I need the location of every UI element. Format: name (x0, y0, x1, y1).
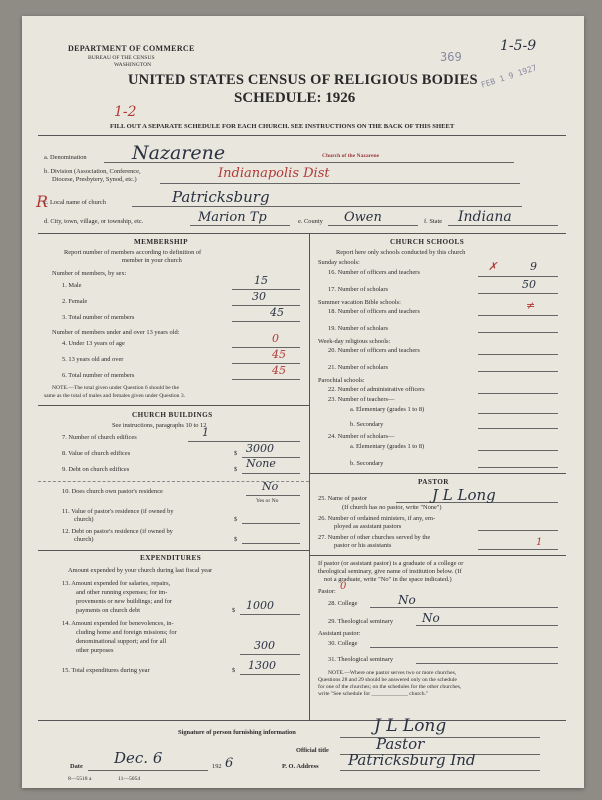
q16-line (478, 276, 558, 277)
membership-rule (38, 405, 309, 406)
q24a-label: a. Elementary (grades 1 to 8) (350, 443, 425, 450)
q4-label: 4. Under 13 years of age (62, 340, 125, 347)
q8-dollar: $ (234, 450, 238, 457)
county-label: e. County (298, 218, 323, 225)
schools-rule (309, 473, 566, 474)
q5-label: 5. 13 years old and over (62, 356, 124, 363)
fields-rule (38, 233, 566, 234)
department-line: DEPARTMENT OF COMMERCE (68, 44, 195, 53)
q13-label-1: 13. Amount expended for salaries, repairs, (62, 580, 171, 587)
city-line (190, 225, 290, 226)
q17-line (478, 293, 558, 294)
church-name-label: c. Local name of church (44, 199, 106, 206)
signature-value: J L Long (374, 716, 447, 736)
q21-line (478, 371, 558, 372)
schools-heading: CHURCH SCHOOLS (390, 238, 465, 246)
received-date-stamp: FEB 1 9 1927 (480, 63, 538, 90)
expenditures-heading: EXPENDITURES (140, 554, 202, 562)
column-divider (309, 233, 310, 720)
state-line (448, 225, 558, 226)
q14-label-2: cluding home and foreign missions; for (76, 629, 177, 636)
q11-dollar: $ (234, 516, 238, 523)
year-prefix: 192 (212, 763, 222, 770)
schools-sub: Report here only schools conducted by this church (336, 249, 466, 256)
q2-label: 2. Female (62, 298, 88, 305)
q19-line (478, 332, 558, 333)
q1-line (232, 289, 300, 290)
q20-line (478, 354, 558, 355)
q6-label: 6. Total number of members (62, 372, 135, 379)
q10-label: 10. Does church own pastor's residence (62, 488, 163, 495)
q23b-line (478, 428, 558, 429)
state-value: Indiana (458, 209, 512, 225)
q22-label: 22. Number of administrative officers (328, 386, 425, 393)
q5-line (232, 363, 300, 364)
q18-line (478, 315, 558, 316)
official-title-label: Official title (296, 747, 329, 754)
church-name-value: Patricksburg (172, 188, 270, 206)
graduate-note-1: If pastor (or assistant pastor) is a graduate of a college or (318, 560, 464, 567)
q14-line (240, 654, 300, 655)
q29-value: No (422, 611, 440, 625)
q16-label: 16. Number of officers and teachers (328, 269, 420, 276)
q27-line (478, 549, 558, 550)
q3-label: 3. Total number of members (62, 314, 135, 321)
parochial-schools: Parochial schools: (318, 377, 365, 384)
q12-label-2: church) (74, 536, 94, 543)
q25-value: J L Long (432, 486, 496, 504)
q14-label-1: 14. Amount expended for benevolences, in- (62, 620, 174, 627)
q7-line (188, 441, 300, 442)
po-address-value: Patricksburg Ind (348, 751, 476, 769)
signature-label: Signature of person furnishing information (178, 729, 296, 736)
q14-value: 300 (254, 639, 275, 652)
denomination-printed-stamp: Church of the Nazarene (322, 153, 380, 159)
membership-note-1: NOTE.—The total given under Question 6 should be the (52, 385, 179, 391)
q25-note: (If church has no pastor, write "None") (342, 504, 442, 511)
form-title: UNITED STATES CENSUS OF RELIGIOUS BODIES (128, 72, 478, 88)
city-label: d. City, town, village, or township, etc. (44, 218, 144, 225)
city-value: Marion Tp (198, 210, 267, 225)
instruction-line: FILL OUT A SEPARATE SCHEDULE FOR EACH CHURCH. SEE INSTRUCTIONS ON THE BACK OF THIS SHEET (110, 123, 455, 130)
division-line (160, 183, 520, 184)
red-note: 1-2 (114, 104, 137, 120)
q14-label-3: denominational support; and for all (76, 638, 167, 645)
denomination-value: Nazarene (132, 142, 226, 164)
q7-value: 1 (202, 426, 209, 439)
county-value: Owen (344, 210, 382, 225)
age-heading: Number of members under and over 13 years old: (52, 329, 180, 336)
q27-label-1: 27. Number of other churches served by the (318, 534, 431, 541)
q12-label-1: 12. Debt on pastor's residence (if owned by (62, 528, 173, 535)
q19-label: 19. Number of scholars (328, 325, 388, 332)
denomination-label: a. Denomination (44, 154, 87, 161)
buildings-sub: See instructions, paragraphs 10 to 12 (112, 422, 207, 429)
q5-value: 45 (272, 348, 286, 361)
q4-line (232, 347, 300, 348)
q25-label: 25. Name of pastor (318, 495, 367, 502)
census-schedule-sheet (22, 16, 584, 788)
q9-line (242, 473, 300, 474)
signature-line (340, 737, 540, 738)
q24-label: 24. Number of scholars— (328, 433, 395, 440)
summer-schools: Summer vacation Bible schools: (318, 299, 401, 306)
corner-note: 1-5-9 (500, 38, 537, 54)
q7-label: 7. Number of church edifices (62, 434, 137, 441)
q16-value: 9 (530, 260, 537, 273)
q6-line (232, 379, 300, 380)
q31-line (416, 663, 558, 664)
print-number: 11—5054 (118, 776, 141, 782)
q20-label: 20. Number of officers and teachers (328, 347, 420, 354)
membership-note-2: same as the total of males and females given under Question 3. (44, 393, 186, 399)
pastor-sublabel: Pastor: (318, 588, 336, 595)
q9-value: None (246, 457, 276, 470)
q28-value: No (398, 593, 416, 607)
q13-line (240, 614, 300, 615)
q3-line (232, 321, 300, 322)
q15-line (240, 674, 300, 675)
q18-strike: ≠ (526, 299, 536, 312)
q26-label-2: ployed as assistant pastors (334, 523, 402, 530)
q1-value: 15 (254, 274, 268, 287)
membership-sub-2: member in your church (122, 257, 182, 264)
q13-label-4: payments on church debt (76, 607, 141, 614)
pastor-note-1: NOTE.—Where one pastor serves two or more churches, (328, 670, 457, 676)
buildings-rule (38, 550, 309, 551)
q10-value: No (262, 480, 279, 493)
date-line (88, 770, 208, 771)
header-rule (38, 135, 566, 136)
q21-label: 21. Number of scholars (328, 364, 388, 371)
members-by-sex: Number of members, by sex: (52, 270, 127, 277)
stamp-number: 369 (440, 50, 462, 64)
pastor-inner-rule (309, 555, 566, 556)
q13-value: 1000 (246, 599, 274, 612)
graduate-note-2: theological seminary, give name of institution below. (If (318, 568, 462, 575)
pastor-note-3: for one of the churches; on the schedules for the other churches, (318, 684, 462, 690)
q6-value: 45 (272, 364, 286, 377)
q17-value: 50 (522, 278, 536, 291)
q29-line (416, 625, 558, 626)
official-title-value: Pastor (376, 735, 425, 753)
q29-label: 29. Theological seminary (328, 618, 394, 625)
q4-value: 0 (272, 332, 279, 345)
q8-value: 3000 (246, 442, 274, 455)
q11-label-2: church) (74, 516, 94, 523)
division-label-2: Diocese, Presbytery, Synod, etc.) (52, 176, 137, 183)
state-label: f. State (424, 218, 443, 225)
membership-sub-1: Report number of members according to definition of (64, 249, 202, 256)
city-line: WASHINGTON (114, 62, 152, 68)
pastor-heading: PASTOR (418, 478, 449, 486)
q24b-label: b. Secondary (350, 460, 384, 467)
form-number: 8—5518 a (68, 776, 92, 782)
graduate-note-3: not a graduate, write "No" in the space indicated.) (324, 576, 452, 583)
q15-value: 1300 (248, 659, 276, 672)
q3-value: 45 (270, 306, 284, 319)
q14-label-4: other purposes (76, 647, 114, 654)
q18-label: 18. Number of officers and teachers (328, 308, 420, 315)
q17-label: 17. Number of scholars (328, 286, 388, 293)
q8-label: 8. Value of church edifices (62, 450, 131, 457)
q10-line (246, 495, 300, 496)
q15-dollar: $ (232, 667, 236, 674)
q2-line (232, 305, 300, 306)
red-mark: R (36, 192, 49, 211)
yes-no-hint: Yes or No (256, 498, 279, 504)
q1-label: 1. Male (62, 282, 82, 289)
q26-label-1: 26. Number of ordained ministers, if any, em- (318, 515, 436, 522)
schedule-title: SCHEDULE: 1926 (234, 90, 356, 106)
pastor-note-4: write "See schedule for _____________ church." (318, 691, 429, 697)
q13-label-2: and other running expenses; for im- (76, 589, 168, 596)
membership-heading: MEMBERSHIP (134, 238, 188, 246)
pastor-note-2: Questions 28 and 29 should be answered only on the schedule (318, 677, 457, 683)
pastor-mark: 0 (340, 581, 347, 592)
weekday-schools: Week-day religious schools: (318, 338, 391, 345)
date-value: Dec. 6 (114, 749, 163, 767)
po-address-line (340, 770, 540, 771)
assistant-sublabel: Assistant pastor: (318, 630, 361, 637)
county-line (328, 225, 418, 226)
buildings-heading: CHURCH BUILDINGS (132, 411, 213, 419)
division-value: Indianapolis Dist (218, 166, 330, 181)
q9-dollar: $ (234, 466, 238, 473)
q12-line (242, 543, 300, 544)
q24a-line (478, 450, 558, 451)
q30-label: 30. College (328, 640, 358, 647)
q12-dollar: $ (234, 536, 238, 543)
q22-line (478, 393, 558, 394)
footer-rule (38, 720, 566, 721)
po-address-label: P. O. Address (282, 763, 319, 770)
q23a-label: a. Elementary (grades 1 to 8) (350, 406, 425, 413)
q23-label: 23. Number of teachers— (328, 396, 395, 403)
q11-label-1: 11. Value of pastor's residence (if owned by (62, 508, 174, 515)
bureau-line: BUREAU OF THE CENSUS (88, 55, 155, 61)
q13-dollar: $ (232, 607, 236, 614)
q23a-line (478, 413, 558, 414)
q28-label: 28. College (328, 600, 358, 607)
q9-label: 9. Debt on church edifices (62, 466, 130, 473)
date-label: Date (70, 763, 83, 770)
expenditures-sub: Amount expended by your church during last fiscal year (68, 567, 213, 574)
q2-value: 30 (252, 290, 266, 303)
q30-line (370, 647, 558, 648)
q27-label-2: pastor or his assistants (334, 542, 392, 549)
q11-line (242, 523, 300, 524)
q23b-label: b. Secondary (350, 421, 384, 428)
q13-label-3: provements or new buildings; and for (76, 598, 173, 605)
division-label-1: b. Division (Association, Conference, (44, 168, 141, 175)
sunday-schools: Sunday schools: (318, 259, 360, 266)
q28-line (370, 607, 558, 608)
q31-label: 31. Theological seminary (328, 656, 394, 663)
q24b-line (478, 467, 558, 468)
q16-correction: ✗ (488, 260, 498, 273)
year-value: 6 (225, 756, 234, 771)
q15-label: 15. Total expenditures during year (62, 667, 150, 674)
q27-value: 1 (536, 537, 543, 548)
q26-line (478, 530, 558, 531)
church-name-line (132, 206, 522, 207)
